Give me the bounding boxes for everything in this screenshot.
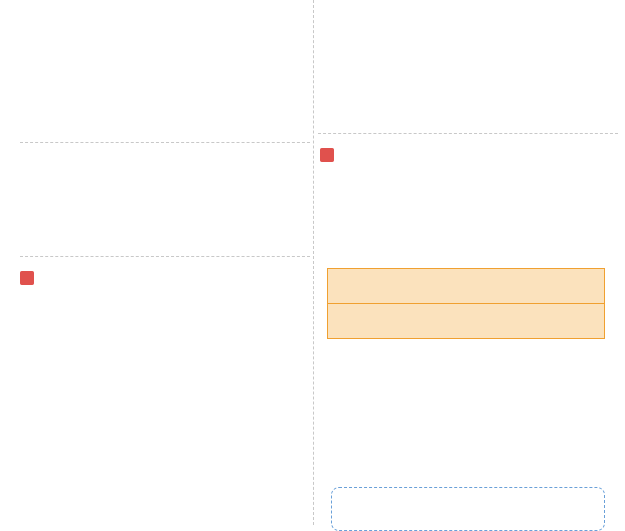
value-row xyxy=(328,304,605,339)
symbol-table xyxy=(327,268,605,339)
section-divider xyxy=(20,256,310,257)
question-number-8 xyxy=(320,148,334,162)
value-head xyxy=(328,304,605,339)
column-divider xyxy=(313,0,314,525)
section-divider xyxy=(318,133,618,134)
section-divider xyxy=(20,142,310,143)
answer-options xyxy=(38,66,313,69)
symbol-head xyxy=(328,269,605,304)
symbol-row xyxy=(328,269,605,304)
question-number-6 xyxy=(20,271,34,285)
optical-form xyxy=(115,374,213,376)
number-strip xyxy=(10,0,300,20)
sum-box xyxy=(331,487,605,531)
